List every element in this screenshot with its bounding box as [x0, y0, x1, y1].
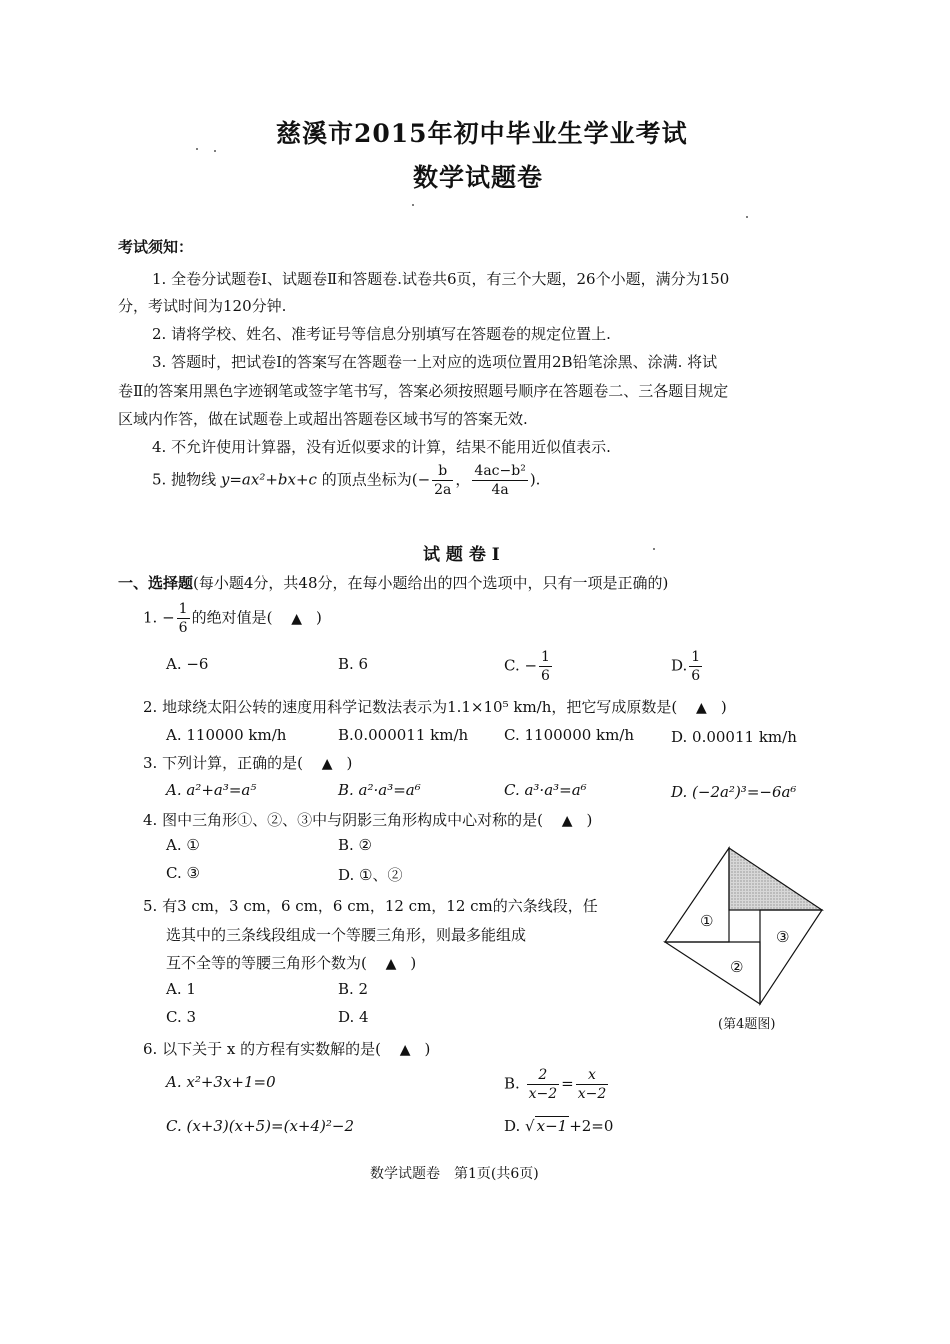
q6-b-f2-den: x−2 [577, 1086, 607, 1102]
part-heading: 一、选择题 [118, 574, 194, 592]
q3-close: ) [346, 754, 353, 772]
q5-line3: 互不全等的等腰三角形个数为( [166, 954, 367, 972]
q1-close: ) [316, 608, 322, 627]
triangle-2 [665, 942, 760, 1004]
question-4-stem [143, 809, 592, 830]
instruction-5-comma: ， [455, 470, 471, 489]
q6-option-d [504, 1117, 613, 1135]
answer-triangle-icon: ▲ [399, 1042, 411, 1058]
q5-close: ) [410, 954, 417, 972]
label-1: ① [700, 912, 714, 930]
question-3-stem [143, 752, 352, 773]
q6-b-fraction-2 [576, 1066, 609, 1103]
q4-option-a: A. ① [166, 836, 200, 854]
instruction-5-prefix: 5. 抛物线 [152, 470, 217, 489]
q5-option-a: A. 1 [166, 980, 196, 998]
q1-d-prefix: D. [671, 656, 688, 675]
q1-d-den: 6 [691, 668, 701, 684]
q3-option-a: A. a²+a³=a⁵ [166, 781, 257, 799]
q1-option-c [504, 648, 554, 685]
q1-c-fraction [539, 648, 552, 685]
label-3: ③ [776, 928, 790, 946]
q3-option-c: C. a³·a³=a⁶ [504, 781, 587, 799]
q5-option-d: D. 4 [338, 1008, 369, 1026]
q1-prefix: 1. − [143, 608, 175, 627]
question-5-line1: 5. 有3 cm，3 cm，6 cm，6 cm，12 cm，12 cm的六条线段，任 [143, 897, 598, 915]
answer-triangle-icon: ▲ [291, 610, 302, 627]
q6-b-f2-num: x [576, 1066, 609, 1085]
q3-option-b: B. a²·a³=a⁶ [338, 781, 421, 799]
q2-option-c: C. 1100000 km/h [504, 726, 635, 744]
q6-option-b [504, 1066, 610, 1103]
sqrt-icon: √ [525, 1117, 535, 1135]
q6-option-a: A. x²+3x+1=0 [166, 1073, 276, 1091]
answer-triangle-icon: ▲ [385, 956, 397, 972]
q6-b-fraction-1 [527, 1066, 560, 1103]
q1-suffix: 的绝对值是( [191, 608, 273, 627]
instruction-1-line2: 分，考试时间为120分钟. [118, 297, 287, 315]
q6-d-radicand: x−1 [536, 1117, 568, 1135]
q1-fraction [177, 600, 190, 637]
answer-triangle-icon: ▲ [696, 700, 707, 716]
instruction-3-line1: 3. 答题时，把试卷Ⅰ的答案写在答题卷一上对应的选项位置用2B铅笔涂黑、涂满. 将试 [152, 353, 718, 371]
q1-d-fraction [689, 648, 702, 685]
page-footer: 数学试题卷 第1页(共6页) [370, 1166, 539, 1182]
q4-option-c: C. ③ [166, 864, 200, 882]
question-6-stem [143, 1038, 430, 1059]
instruction-5-end: ). [529, 470, 541, 489]
q6-d-prefix: D. [504, 1117, 521, 1135]
q6-b-prefix: B. [504, 1074, 520, 1093]
instruction-5-mid: 的顶点坐标为(− [321, 470, 431, 489]
q4-option-b: B. ② [338, 836, 373, 854]
triangle-1 [665, 848, 729, 942]
q5-option-b: B. 2 [338, 980, 369, 998]
vertex-x-fraction [432, 462, 453, 499]
parabola-formula: y=ax²+bx+c [220, 470, 317, 489]
q6-stem: 6. 以下关于 x 的方程有实数解的是( [143, 1040, 381, 1058]
q2-option-a: A. 110000 km/h [166, 726, 287, 744]
q1-c-den: 6 [541, 668, 550, 684]
question-1-stem [143, 600, 322, 637]
question-5-line2: 选其中的三条线段组成一个等腰三角形，则最多能组成 [166, 926, 527, 944]
shaded-triangle [729, 848, 822, 910]
instruction-1-line1: 1. 全卷分试题卷Ⅰ、试题卷Ⅱ和答题卷.试卷共6页，有三个大题，26个小题，满分为150 [152, 270, 730, 288]
q4-figure [662, 844, 832, 1006]
q2-close: ) [720, 698, 727, 716]
q1-option-d [671, 648, 704, 685]
answer-triangle-icon: ▲ [561, 813, 573, 829]
vertex-y-fraction [472, 462, 527, 499]
q1-num: 1 [178, 601, 188, 617]
q1-option-a: A. −6 [166, 655, 209, 673]
vertex-x-num: b [432, 462, 453, 481]
q4-stem: 4. 图中三角形①、②、③中与阴影三角形构成中心对称的是( [143, 811, 543, 829]
q3-stem: 3. 下列计算，正确的是( [143, 754, 303, 772]
q6-option-c: C. (x+3)(x+5)=(x+4)²−2 [166, 1117, 354, 1135]
instructions-heading: 考试须知： [118, 238, 194, 256]
section-title: 试 题 卷 Ⅰ [423, 545, 500, 565]
q2-option-d: D. 0.00011 km/h [671, 728, 797, 746]
q6-d-suffix: +2=0 [569, 1117, 614, 1135]
q2-option-b: B.0.000011 km/h [338, 726, 469, 744]
q6-close: ) [424, 1040, 431, 1058]
instruction-4: 4. 不允许使用计算器，没有近似要求的计算，结果不能用近似值表示. [152, 438, 611, 456]
instruction-3-line3: 区域内作答，做在试题卷上或超出答题卷区域书写的答案无效. [118, 410, 528, 428]
q1-c-prefix: C. − [504, 656, 538, 675]
q6-b-eq: = [561, 1074, 574, 1093]
instruction-3-line2: 卷Ⅱ的答案用黑色字迹钢笔或签字笔书写，答案必须按照题号顺序在答题卷二、三各题目规定 [118, 382, 729, 400]
q4-option-d: D. ①、② [338, 866, 403, 884]
vertex-y-num: 4ac−b² [474, 463, 526, 479]
q1-den: 6 [178, 620, 188, 636]
q1-option-b: B. 6 [338, 655, 369, 673]
q4-close: ) [586, 811, 593, 829]
part-heading-line [118, 572, 668, 593]
vertex-x-den: 2a [434, 482, 452, 498]
answer-triangle-icon: ▲ [321, 756, 333, 772]
triangle-3 [760, 910, 822, 1004]
q4-figure-caption: (第4题图) [718, 1017, 776, 1032]
question-5-line3 [166, 952, 416, 973]
label-2: ② [730, 958, 744, 976]
q5-option-c: C. 3 [166, 1008, 197, 1026]
q6-b-f1-num: 2 [527, 1066, 560, 1085]
page-title: 慈溪市2015年初中毕业生学业考试 [276, 119, 688, 148]
q1-d-num: 1 [691, 649, 701, 665]
instruction-2: 2. 请将学校、姓名、准考证号等信息分别填写在答题卷的规定位置上. [152, 325, 611, 343]
vertex-y-den: 4a [491, 482, 509, 498]
page-subtitle: 数学试题卷 [413, 163, 544, 192]
q1-c-num: 1 [541, 649, 550, 665]
q3-option-d: D. (−2a²)³=−6a⁶ [671, 783, 797, 801]
instruction-5 [152, 462, 540, 499]
q6-b-f1-den: x−2 [528, 1086, 558, 1102]
part-description: (每小题4分，共48分，在每小题给出的四个选项中，只有一项是正确的) [193, 574, 669, 592]
q2-stem: 2. 地球绕太阳公转的速度用科学记数法表示为1.1×10⁵ km/h，把它写成原数是( [143, 698, 678, 716]
question-2-stem [143, 696, 727, 717]
